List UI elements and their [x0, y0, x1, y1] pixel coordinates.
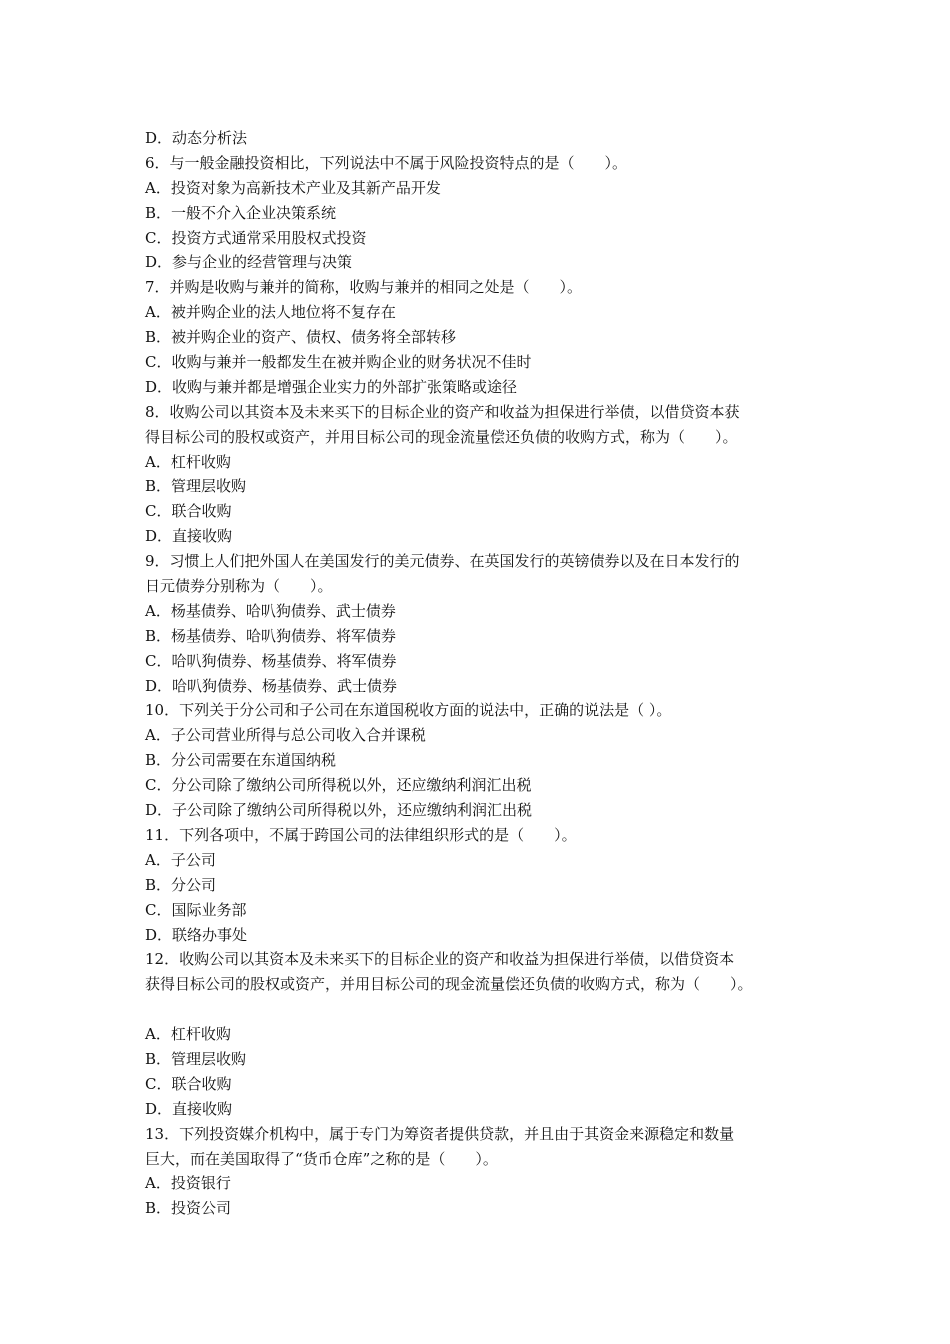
option-c: C．联合收购 [145, 502, 232, 521]
option-c: C．分公司除了缴纳公司所得税以外，还应缴纳利润汇出税 [145, 776, 532, 795]
question-10: 10．下列关于分公司和子公司在东道国税收方面的说法中，正确的说法是（ ）。 [145, 701, 672, 720]
question-12-line-2: 获得目标公司的股权或资产，并用目标公司的现金流量偿还负债的收购方式，称为（ ）。 [145, 975, 753, 994]
option-d: D．哈叭狗债券、杨基债券、武士债券 [145, 676, 398, 695]
option-b: B．分公司需要在东道国纳税 [145, 751, 337, 770]
option-c: C．收购与兼并一般都发生在被并购企业的财务状况不佳时 [145, 353, 532, 372]
option-b: B．一般不介入企业决策系统 [145, 203, 337, 222]
option-c: C．投资方式通常采用股权式投资 [145, 228, 367, 247]
option-d: D．联络办事处 [145, 925, 248, 944]
option-d: D．子公司除了缴纳公司所得税以外，还应缴纳利润汇出税 [145, 801, 533, 820]
question-9-line-2: 日元债券分别称为（ ）。 [145, 577, 333, 596]
question-8-line-1: 8．收购公司以其资本及未来买下的目标企业的资产和收益为担保进行举债，以借贷资本获 [145, 402, 740, 421]
document-page [145, 126, 815, 1221]
option-b: B．管理层收购 [145, 477, 247, 496]
option-a: A．子公司 [145, 850, 216, 869]
option-a: A．杨基债券、哈叭狗债券、武士债券 [145, 601, 396, 620]
option-b: B．分公司 [145, 875, 217, 894]
question-6: 6．与一般金融投资相比，下列说法中不属于风险投资特点的是（ ）。 [145, 153, 628, 172]
option-a: A．投资银行 [145, 1174, 231, 1193]
option-a: A．杠杆收购 [145, 452, 231, 471]
option-d: D．参与企业的经营管理与决策 [145, 253, 353, 272]
option-a: A．子公司营业所得与总公司收入合并课税 [145, 726, 426, 745]
question-11: 11．下列各项中，不属于跨国公司的法律组织形式的是（ ）。 [145, 825, 577, 844]
question-9-line-1: 9．习惯上人们把外国人在美国发行的美元债券、在英国发行的英镑债券以及在日本发行的 [145, 552, 740, 571]
option-c: C．哈叭狗债券、杨基债券、将军债券 [145, 651, 397, 670]
question-7: 7．并购是收购与兼并的简称，收购与兼并的相同之处是（ ）。 [145, 278, 583, 297]
question-13-line-1: 13．下列投资媒介机构中，属于专门为筹资者提供贷款，并且由于其资金来源稳定和数量 [145, 1124, 735, 1143]
option-c: C．联合收购 [145, 1074, 232, 1093]
option-d: D．直接收购 [145, 527, 233, 546]
option-d: D．收购与兼并都是增强企业实力的外部扩张策略或途径 [145, 377, 518, 396]
option-a: A．投资对象为高新技术产业及其新产品开发 [145, 178, 441, 197]
text-line: D．动态分析法 [145, 129, 248, 147]
option-d: D．直接收购 [145, 1099, 233, 1118]
option-b: B．投资公司 [145, 1199, 232, 1218]
option-a: A．杠杆收购 [145, 1025, 231, 1044]
question-13-line-2: 巨大，而在美国取得了“货币仓库”之称的是（ ）。 [145, 1149, 498, 1168]
option-b: B．杨基债券、哈叭狗债券、将军债券 [145, 626, 397, 645]
blank-line [145, 997, 815, 1022]
option-c: C．国际业务部 [145, 900, 247, 919]
option-a: A．被并购企业的法人地位将不复存在 [145, 303, 396, 322]
question-12-line-1: 12．收购公司以其资本及未来买下的目标企业的资产和收益为担保进行举债，以借贷资本 [145, 950, 735, 969]
question-8-line-2: 得目标公司的股权或资产，并用目标公司的现金流量偿还负债的收购方式，称为（ ）。 [145, 427, 738, 446]
option-b: B．管理层收购 [145, 1049, 247, 1068]
option-b: B．被并购企业的资产、债权、债务将全部转移 [145, 328, 457, 347]
